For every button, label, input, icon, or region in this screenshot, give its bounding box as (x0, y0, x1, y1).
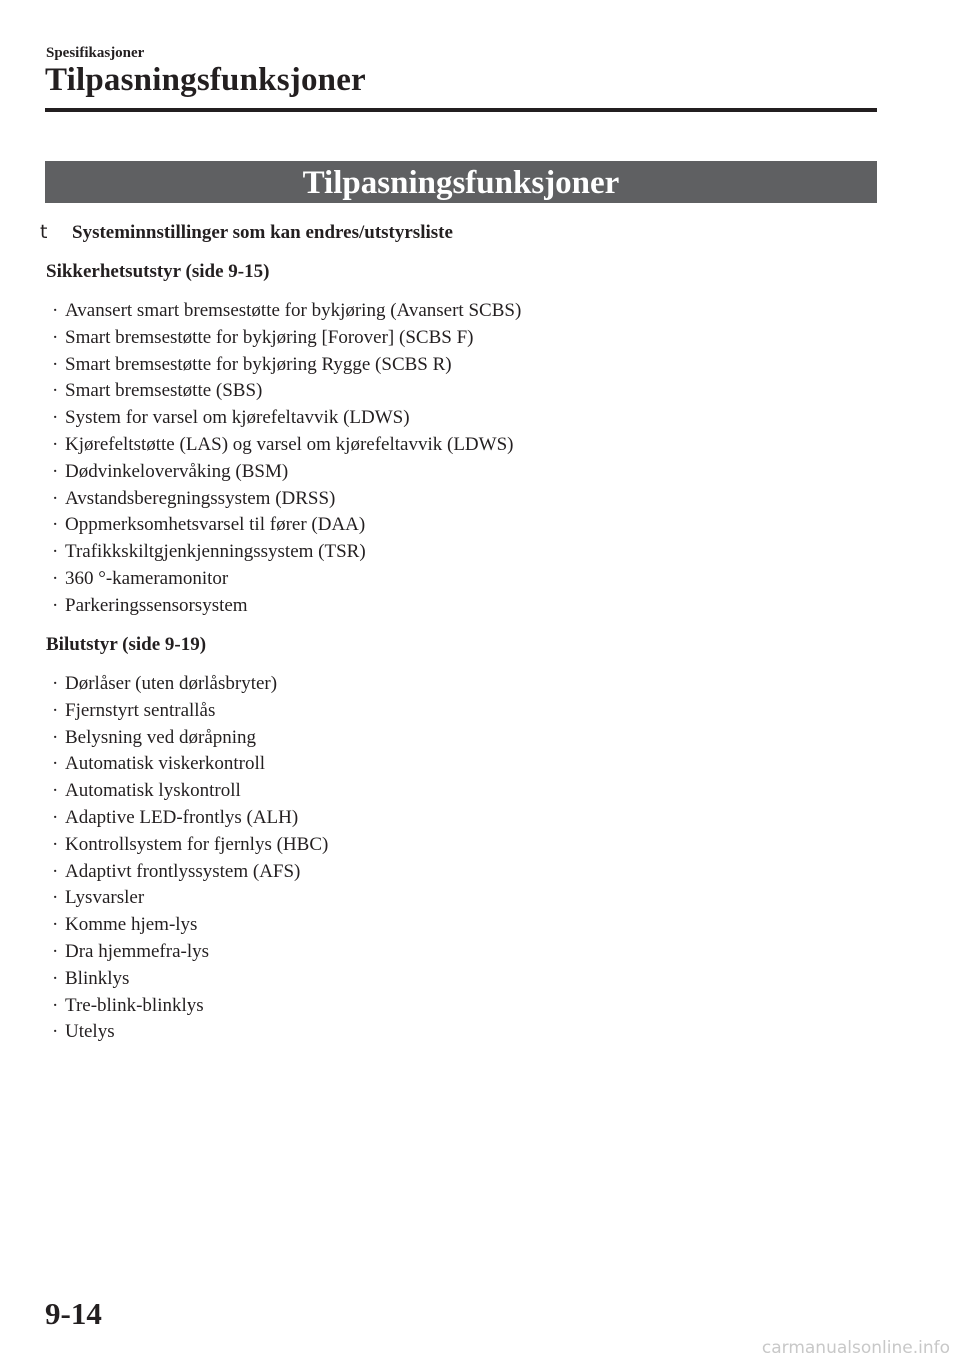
safety-equipment-list (52, 298, 521, 620)
bullet-icon: · (52, 806, 59, 828)
list-item: · Utelys (52, 1019, 328, 1046)
bullet-icon: · (52, 780, 59, 802)
bullet-icon: · (52, 407, 59, 429)
list-item: · Fjernstyrt sentrallås (52, 698, 328, 725)
list-item: · Smart bremsestøtte for bykjøring Rygge (SCBS R) (52, 352, 521, 379)
list-item: · Avstandsberegningssystem (DRSS) (52, 486, 521, 513)
list-item: · Avansert smart bremsestøtte for bykjøring (Avansert SCBS) (52, 298, 521, 325)
bullet-icon: · (52, 541, 59, 563)
list-item: · Lysvarsler (52, 885, 328, 912)
list-item: · Adaptivt frontlyssystem (AFS) (52, 859, 328, 886)
list-item: · Dødvinkelovervåking (BSM) (52, 459, 521, 486)
bullet-icon: · (52, 860, 59, 882)
bullet-icon: · (52, 994, 59, 1016)
bullet-icon: · (52, 673, 59, 694)
list-item: · Belysning ved døråpning (52, 725, 328, 752)
running-title: Tilpasningsfunksjoner (45, 62, 366, 98)
bullet-icon: · (52, 567, 59, 589)
list-item: · Smart bremsestøtte (SBS) (52, 378, 521, 405)
bullet-icon: · (52, 300, 59, 321)
bullet-icon: · (52, 699, 59, 721)
bullet-icon: · (52, 433, 59, 455)
bullet-icon: · (52, 487, 59, 509)
list-item: · Komme hjem-lys (52, 912, 328, 939)
group-title-vehicle: Bilutstyr (side 9-19) (46, 634, 207, 655)
bullet-icon: · (52, 726, 59, 748)
subsection-marker-icon: t (40, 221, 48, 243)
bullet-icon: · (52, 460, 59, 482)
list-item: · Automatisk viskerkontroll (52, 751, 328, 778)
subsection-heading (40, 219, 453, 246)
list-item: · Automatisk lyskontroll (52, 778, 328, 805)
bullet-icon: · (52, 753, 59, 775)
list-item: · Dra hjemmefra-lys (52, 939, 328, 966)
header-divider (45, 108, 877, 112)
bullet-icon: · (52, 514, 59, 536)
bullet-icon: · (52, 380, 59, 402)
bullet-icon: · (52, 967, 59, 989)
bullet-icon: · (52, 833, 59, 855)
list-item: · Smart bremsestøtte for bykjøring [Forover] (SCBS F) (52, 325, 521, 352)
bullet-icon: · (52, 940, 59, 962)
list-item: · Kjørefeltstøtte (LAS) og varsel om kjørefeltavvik (LDWS) (52, 432, 521, 459)
subsection-title: Systeminnstillinger som kan endres/utstyrsliste (72, 222, 453, 243)
group-title-safety: Sikkerhetsutstyr (side 9-15) (46, 261, 270, 282)
list-item: · Oppmerksomhetsvarsel til fører (DAA) (52, 512, 521, 539)
list-item: · Parkeringssensorsystem (52, 593, 521, 620)
bullet-icon: · (52, 594, 59, 616)
bullet-icon: · (52, 326, 59, 348)
vehicle-equipment-list (52, 671, 328, 1046)
list-item: · System for varsel om kjørefeltavvik (LDWS) (52, 405, 521, 432)
bullet-icon: · (52, 1021, 59, 1043)
bullet-icon: · (52, 914, 59, 936)
watermark-text: carmanualsonline.info (761, 1338, 950, 1358)
list-item: · Dørlåser (uten dørlåsbryter) (52, 671, 328, 698)
list-item: · Kontrollsystem for fjernlys (HBC) (52, 832, 328, 859)
list-item: · Tre-blink-blinklys (52, 993, 328, 1020)
list-item: · 360 °-kameramonitor (52, 566, 521, 593)
section-banner: Tilpasningsfunksjoner (45, 161, 877, 203)
list-item: · Adaptive LED-frontlys (ALH) (52, 805, 328, 832)
bullet-icon: · (52, 353, 59, 375)
page-number: 9-14 (45, 1296, 102, 1331)
chapter-label: Spesifikasjoner (46, 45, 145, 61)
bullet-icon: · (52, 887, 59, 909)
list-item: · Trafikkskiltgjenkjenningssystem (TSR) (52, 539, 521, 566)
list-item: · Blinklys (52, 966, 328, 993)
